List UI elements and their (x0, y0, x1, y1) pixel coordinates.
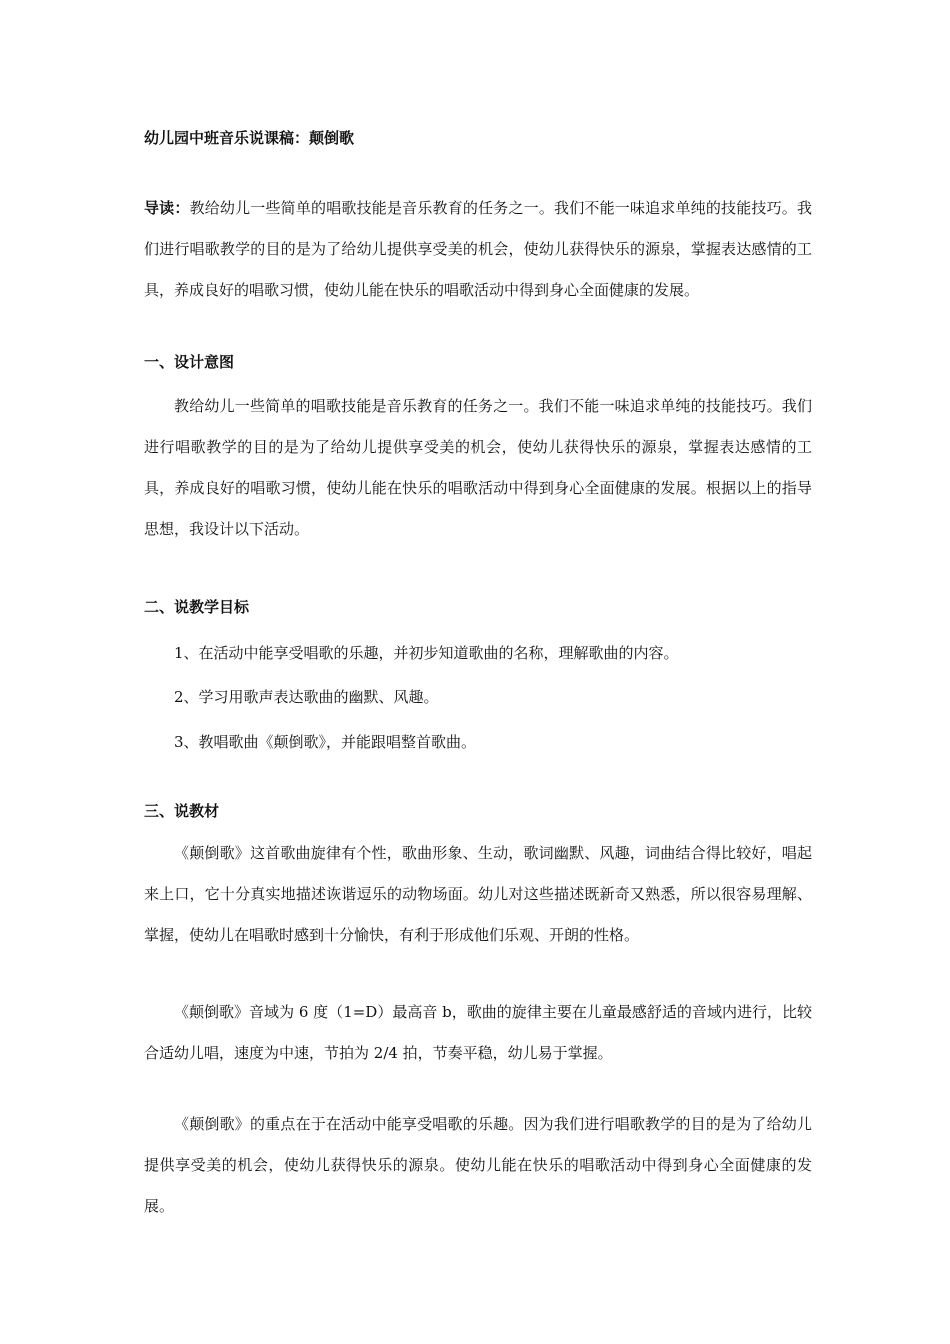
material-paragraph-3: 《颠倒歌》的重点在于在活动中能享受唱歌的乐趣。因为我们进行唱歌教学的目的是为了给幼儿提供享受美的机会，使幼儿获得快乐的源泉。使幼儿能在快乐的唱歌活动中得到身心全面健康的发展。 (144, 1115, 812, 1215)
material-paragraph-1: 《颠倒歌》这首歌曲旋律有个性，歌曲形象、生动，歌词幽默、风趣，词曲结合得比较好，唱起来上口，它十分真实地描述诙谐逗乐的动物场面。幼儿对这些描述既新奇又熟悉，所以很容易理解、掌握，使幼儿在唱歌时感到十分愉快，有利于形成他们乐观、开朗的性格。 (144, 844, 812, 944)
section-heading-design-intent: 一、设计意图 (144, 353, 235, 371)
goal-item-1: 1、在活动中能享受唱歌的乐趣，并初步知道歌曲的名称，理解歌曲的内容。 (174, 644, 679, 662)
intro-label: 导读： (144, 199, 190, 217)
material-paragraph-2: 《颠倒歌》音域为 6 度（1=D）最高音 b，歌曲的旋律主要在儿童最感舒适的音域内进行，比较合适幼儿唱，速度为中速，节拍为 2/4 拍，节奏平稳，幼儿易于掌握。 (144, 1003, 812, 1062)
intro-paragraph (144, 188, 812, 311)
section-heading-teaching-goals: 二、说教学目标 (144, 598, 250, 616)
goal-item-3: 3、教唱歌曲《颠倒歌》，并能跟唱整首歌曲。 (174, 733, 477, 751)
design-intent-paragraph: 教给幼儿一些简单的唱歌技能是音乐教育的任务之一。我们不能一味追求单纯的技能技巧。我们进行唱歌教学的目的是为了给幼儿提供享受美的机会，使幼儿获得快乐的源泉，掌握表达感情的工具，养成良好的唱歌习惯，使幼儿能在快乐的唱歌活动中得到身心全面健康的发展。根据以上的指导思想，我设计以下活动。 (144, 397, 812, 538)
goal-item-2: 2、学习用歌声表达歌曲的幽默、风趣。 (174, 688, 439, 706)
intro-text: 教给幼儿一些简单的唱歌技能是音乐教育的任务之一。我们不能一味追求单纯的技能技巧。我们进行唱歌教学的目的是为了给幼儿提供享受美的机会，使幼儿获得快乐的源泉，掌握表达感情的工具，养成良好的唱歌习惯，使幼儿能在快乐的唱歌活动中得到身心全面健康的发展。 (144, 199, 812, 299)
section-heading-teaching-material: 三、说教材 (144, 802, 220, 820)
document-title: 幼儿园中班音乐说课稿：颠倒歌 (144, 129, 355, 147)
